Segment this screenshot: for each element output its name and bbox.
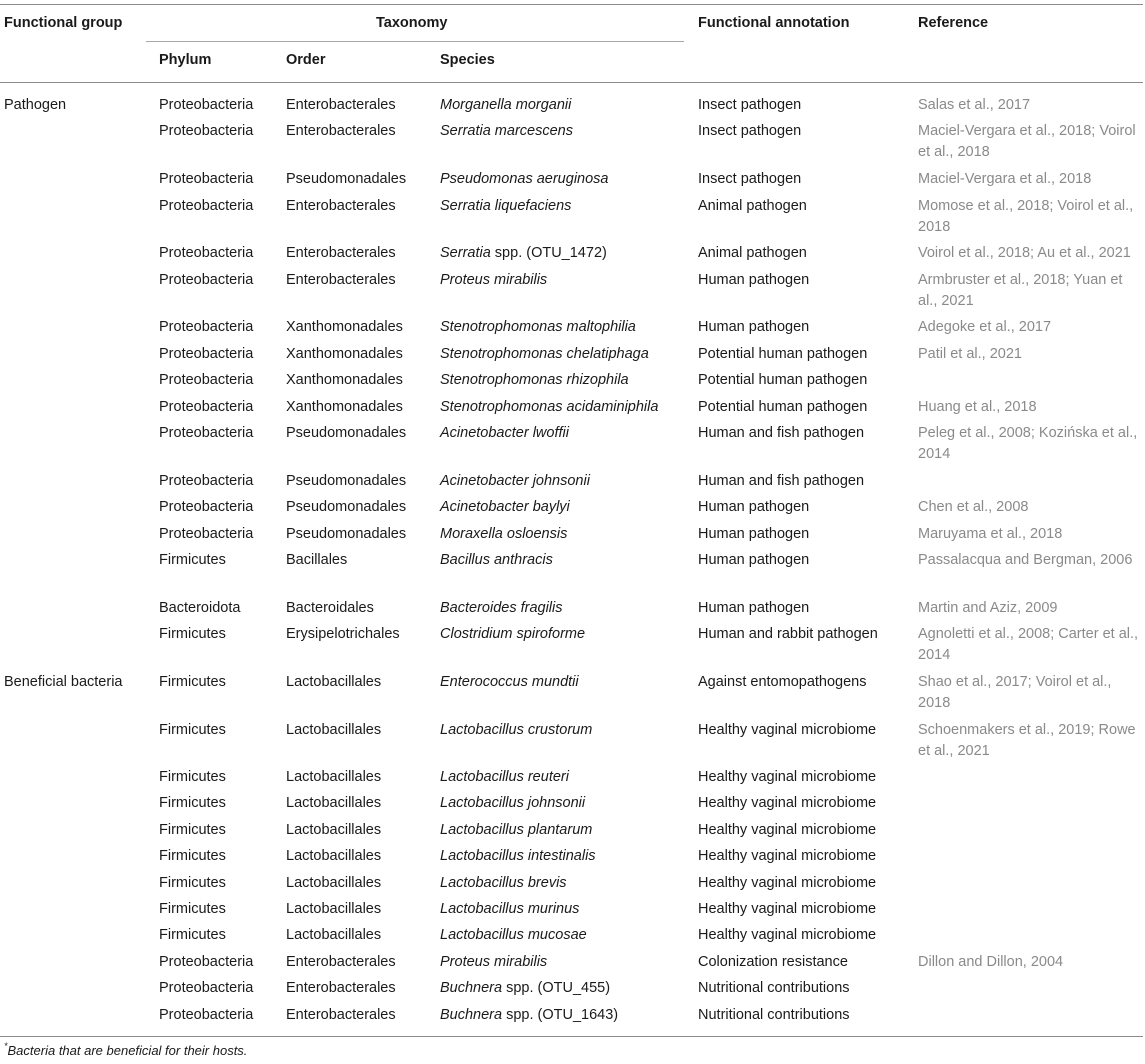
cell-species: [440, 846, 596, 867]
cell-phylum: Firmicutes: [159, 722, 226, 738]
cell-order: Xanthomonadales: [286, 319, 403, 335]
header-bottom-rule: [0, 82, 1143, 83]
species-name: Lactobacillus murinus: [440, 901, 580, 917]
cell-phylum: Firmicutes: [159, 848, 226, 864]
taxonomy-underline: [146, 41, 684, 42]
cell-species: [440, 598, 563, 619]
cell-functional-annotation: Human pathogen: [698, 552, 810, 568]
header-order: Order: [286, 52, 326, 68]
cell-species: [440, 672, 579, 693]
cell-reference: Maciel-Vergara et al., 2018; Voirol et al., 2018: [918, 123, 1136, 160]
cell-functional-annotation: Human and fish pathogen: [698, 473, 865, 489]
cell-species: [440, 978, 610, 999]
species-name: Serratia liquefaciens: [440, 198, 572, 214]
cell-functional-annotation: Human pathogen: [698, 526, 810, 542]
table-footnote: [4, 1043, 247, 1058]
cell-functional-annotation: Human pathogen: [698, 319, 810, 335]
species-name: Lactobacillus reuteri: [440, 769, 569, 785]
table-bottom-rule: [0, 1036, 1143, 1037]
cell-phylum: Proteobacteria: [159, 399, 254, 415]
cell-phylum: Proteobacteria: [159, 526, 254, 542]
cell-functional-annotation: Insect pathogen: [698, 97, 802, 113]
species-name: Bacteroides fragilis: [440, 600, 563, 616]
cell-functional-annotation: Nutritional contributions: [698, 1007, 850, 1023]
cell-order: Lactobacillales: [286, 901, 382, 917]
cell-phylum: Proteobacteria: [159, 97, 254, 113]
cell-phylum: Firmicutes: [159, 795, 226, 811]
cell-reference: Salas et al., 2017: [918, 97, 1031, 113]
cell-species: [440, 497, 570, 518]
cell-reference: Peleg et al., 2008; Kozińska et al., 2014: [918, 425, 1138, 462]
species-name: Lactobacillus crustorum: [440, 722, 593, 738]
cell-functional-annotation: Human and rabbit pathogen: [698, 626, 878, 642]
cell-species: [440, 524, 567, 545]
header-taxonomy: Taxonomy: [376, 15, 448, 31]
species-name: Buchnera: [440, 1007, 503, 1023]
header-phylum: Phylum: [159, 52, 212, 68]
cell-reference: Armbruster et al., 2018; Yuan et al., 2021: [918, 272, 1123, 309]
cell-phylum: Proteobacteria: [159, 980, 254, 996]
cell-species: [440, 423, 569, 444]
cell-phylum: Firmicutes: [159, 626, 226, 642]
cell-order: Lactobacillales: [286, 927, 382, 943]
cell-functional-annotation: Nutritional contributions: [698, 980, 850, 996]
cell-order: Enterobacterales: [286, 123, 396, 139]
species-name: Morganella morganii: [440, 97, 572, 113]
cell-phylum: Proteobacteria: [159, 245, 254, 261]
cell-functional-annotation: Human and fish pathogen: [698, 425, 865, 441]
cell-order: Lactobacillales: [286, 722, 382, 738]
cell-order: Bacillales: [286, 552, 348, 568]
cell-species: [440, 95, 571, 116]
cell-functional-annotation: Healthy vaginal microbiome: [698, 875, 877, 891]
cell-functional-annotation: Colonization resistance: [698, 954, 848, 970]
cell-species: [440, 270, 547, 291]
cell-reference: Voirol et al., 2018; Au et al., 2021: [918, 245, 1131, 261]
cell-phylum: Firmicutes: [159, 769, 226, 785]
header-functional-annotation: Functional annotation: [698, 15, 850, 31]
cell-species: [440, 169, 608, 190]
cell-functional-annotation: Insect pathogen: [698, 123, 802, 139]
cell-order: Enterobacterales: [286, 1007, 396, 1023]
header-reference: Reference: [918, 15, 989, 31]
cell-functional-annotation: Insect pathogen: [698, 171, 802, 187]
species-name: Lactobacillus johnsonii: [440, 795, 586, 811]
cell-species: [440, 793, 585, 814]
species-name: Pseudomonas aeruginosa: [440, 171, 609, 187]
cell-reference: Momose et al., 2018; Voirol et al., 2018: [918, 198, 1134, 235]
cell-order: Erysipelotrichales: [286, 626, 400, 642]
cell-phylum: Firmicutes: [159, 552, 226, 568]
cell-functional-annotation: Animal pathogen: [698, 198, 807, 214]
cell-phylum: Proteobacteria: [159, 319, 254, 335]
cell-phylum: Proteobacteria: [159, 954, 254, 970]
cell-order: Enterobacterales: [286, 97, 396, 113]
cell-functional-annotation: Healthy vaginal microbiome: [698, 848, 877, 864]
species-name: Stenotrophomonas maltophilia: [440, 319, 636, 335]
species-name: Lactobacillus plantarum: [440, 822, 593, 838]
species-name: Moraxella osloensis: [440, 526, 568, 542]
cell-phylum: Proteobacteria: [159, 499, 254, 515]
species-name: Lactobacillus intestinalis: [440, 848, 596, 864]
cell-species: [440, 196, 571, 217]
species-name: Enterococcus mundtii: [440, 674, 579, 690]
cell-order: Lactobacillales: [286, 795, 382, 811]
cell-species: [440, 370, 629, 391]
cell-order: Lactobacillales: [286, 674, 382, 690]
cell-order: Lactobacillales: [286, 769, 382, 785]
cell-functional-annotation: Against entomopathogens: [698, 674, 867, 690]
species-name: Acinetobacter johnsonii: [440, 473, 590, 489]
cell-species: [440, 952, 547, 973]
species-qualifier: spp. (OTU_1472): [490, 245, 607, 261]
cell-order: Lactobacillales: [286, 848, 382, 864]
cell-phylum: Proteobacteria: [159, 171, 254, 187]
cell-order: Xanthomonadales: [286, 346, 403, 362]
cell-order: Pseudomonadales: [286, 526, 407, 542]
cell-reference: Chen et al., 2008: [918, 499, 1029, 515]
cell-functional-annotation: Human pathogen: [698, 272, 810, 288]
species-name: Lactobacillus mucosae: [440, 927, 587, 943]
cell-species: [440, 720, 592, 741]
cell-phylum: Proteobacteria: [159, 425, 254, 441]
cell-order: Lactobacillales: [286, 822, 382, 838]
cell-reference: Maruyama et al., 2018: [918, 526, 1063, 542]
cell-order: Pseudomonadales: [286, 499, 407, 515]
cell-species: [440, 471, 590, 492]
cell-functional-annotation: Animal pathogen: [698, 245, 807, 261]
cell-phylum: Firmicutes: [159, 927, 226, 943]
cell-functional-annotation: Human pathogen: [698, 600, 810, 616]
species-name: Proteus mirabilis: [440, 954, 548, 970]
cell-phylum: Proteobacteria: [159, 198, 254, 214]
cell-order: Pseudomonadales: [286, 425, 407, 441]
footnote-text: Bacteria that are beneficial for their hosts.: [7, 1043, 248, 1058]
cell-order: Enterobacterales: [286, 954, 396, 970]
cell-reference: Patil et al., 2021: [918, 346, 1022, 362]
cell-phylum: Proteobacteria: [159, 1007, 254, 1023]
cell-phylum: Proteobacteria: [159, 372, 254, 388]
cell-phylum: Bacteroidota: [159, 600, 241, 616]
cell-functional-annotation: Healthy vaginal microbiome: [698, 722, 877, 738]
cell-species: [440, 121, 573, 142]
cell-reference: Huang et al., 2018: [918, 399, 1037, 415]
cell-phylum: Firmicutes: [159, 901, 226, 917]
species-name: Clostridium spiroforme: [440, 626, 586, 642]
cell-phylum: Proteobacteria: [159, 272, 254, 288]
species-name: Stenotrophomonas acidaminiphila: [440, 399, 659, 415]
cell-reference: Dillon and Dillon, 2004: [918, 954, 1064, 970]
cell-phylum: Firmicutes: [159, 674, 226, 690]
species-qualifier: spp. (OTU_455): [502, 980, 611, 996]
species-name: Proteus mirabilis: [440, 272, 548, 288]
cell-reference: Schoenmakers et al., 2019; Rowe et al., 2021: [918, 722, 1136, 759]
cell-functional-annotation: Healthy vaginal microbiome: [698, 822, 877, 838]
cell-reference: Shao et al., 2017; Voirol et al., 2018: [918, 674, 1112, 711]
cell-functional-annotation: Potential human pathogen: [698, 399, 868, 415]
cell-functional-annotation: Human pathogen: [698, 499, 810, 515]
cell-species: [440, 873, 567, 894]
cell-order: Pseudomonadales: [286, 171, 407, 187]
species-name: Acinetobacter baylyi: [440, 499, 570, 515]
cell-functional-annotation: Healthy vaginal microbiome: [698, 769, 877, 785]
footnote-marker: *: [4, 1041, 8, 1051]
species-qualifier: spp. (OTU_1643): [502, 1007, 619, 1023]
cell-order: Enterobacterales: [286, 980, 396, 996]
species-name: Bacillus anthracis: [440, 552, 553, 568]
species-name: Stenotrophomonas rhizophila: [440, 372, 629, 388]
species-name: Stenotrophomonas chelatiphaga: [440, 346, 649, 362]
cell-order: Enterobacterales: [286, 272, 396, 288]
cell-functional-annotation: Healthy vaginal microbiome: [698, 927, 877, 943]
species-name: Buchnera: [440, 980, 503, 996]
cell-phylum: Proteobacteria: [159, 123, 254, 139]
cell-order: Enterobacterales: [286, 198, 396, 214]
cell-order: Xanthomonadales: [286, 372, 403, 388]
cell-reference: Adegoke et al., 2017: [918, 319, 1052, 335]
cell-species: [440, 243, 607, 264]
cell-functional-annotation: Healthy vaginal microbiome: [698, 901, 877, 917]
cell-species: [440, 767, 569, 788]
cell-functional-annotation: Potential human pathogen: [698, 372, 868, 388]
cell-order: Pseudomonadales: [286, 473, 407, 489]
cell-species: [440, 344, 649, 365]
cell-functional-group: Pathogen: [4, 97, 67, 113]
cell-species: [440, 397, 658, 418]
cell-functional-group: Beneficial bacteria: [4, 674, 123, 690]
cell-order: Enterobacterales: [286, 245, 396, 261]
cell-species: [440, 550, 553, 571]
header-functional-group: Functional group: [4, 15, 123, 31]
cell-functional-annotation: Potential human pathogen: [698, 346, 868, 362]
species-name: Serratia marcescens: [440, 123, 573, 139]
cell-species: [440, 820, 592, 841]
species-name: Lactobacillus brevis: [440, 875, 567, 891]
cell-order: Bacteroidales: [286, 600, 374, 616]
cell-phylum: Firmicutes: [159, 875, 226, 891]
cell-order: Xanthomonadales: [286, 399, 403, 415]
header-species: Species: [440, 52, 495, 68]
cell-reference: Maciel-Vergara et al., 2018: [918, 171, 1092, 187]
species-name: Acinetobacter lwoffii: [440, 425, 569, 441]
cell-phylum: Proteobacteria: [159, 346, 254, 362]
cell-reference: Agnoletti et al., 2008; Carter et al., 2014: [918, 626, 1139, 663]
cell-order: Lactobacillales: [286, 875, 382, 891]
table-top-rule: [0, 4, 1143, 5]
cell-species: [440, 925, 587, 946]
cell-phylum: Firmicutes: [159, 822, 226, 838]
cell-species: [440, 899, 579, 920]
cell-species: [440, 317, 636, 338]
species-name: Serratia: [440, 245, 491, 261]
cell-functional-annotation: Healthy vaginal microbiome: [698, 795, 877, 811]
cell-reference: Passalacqua and Bergman, 2006: [918, 552, 1133, 568]
cell-species: [440, 1005, 618, 1026]
cell-reference: Martin and Aziz, 2009: [918, 600, 1058, 616]
cell-species: [440, 624, 585, 645]
cell-phylum: Proteobacteria: [159, 473, 254, 489]
